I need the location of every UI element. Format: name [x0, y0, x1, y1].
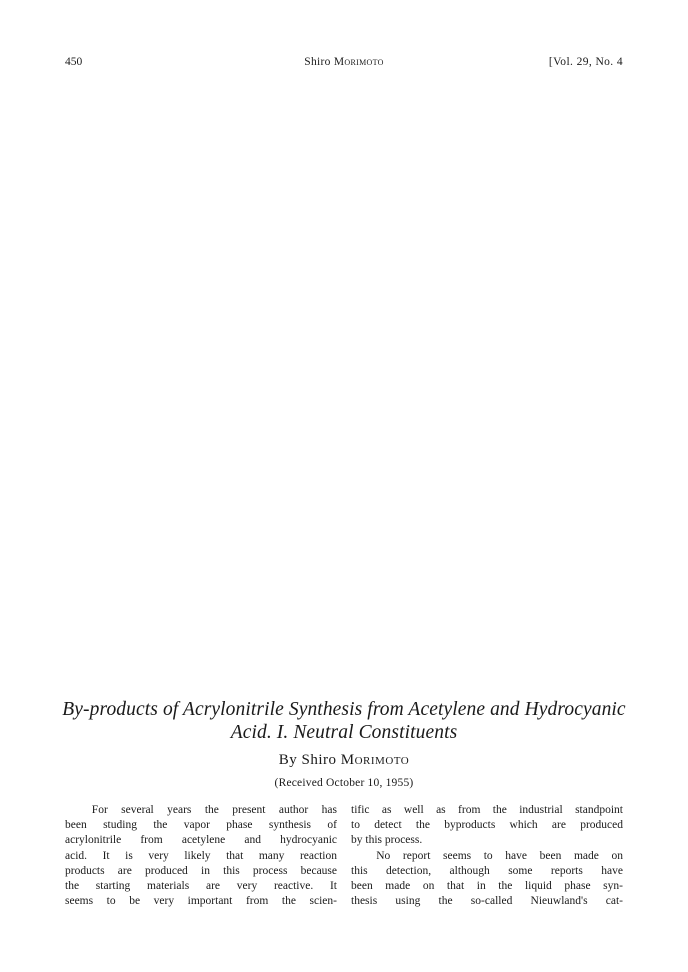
running-head-author-first: Shiro	[304, 56, 334, 68]
left-column	[65, 803, 337, 909]
title-line-2: Acid. I. Neutral Constituents	[230, 722, 458, 743]
body-line: tific as well as from the industrial standpoint	[351, 804, 623, 816]
body-line: to detect the byproducts which are produced	[351, 819, 623, 832]
body-line: seems to be very important from the scien-	[65, 895, 337, 908]
right-column	[351, 803, 623, 909]
body-line: been made on that in the liquid phase syn-	[351, 879, 623, 892]
body-line: acid. It is very likely that many reaction	[65, 849, 337, 862]
byline-author-name: Morimoto	[340, 752, 410, 768]
body-line: been studing the vapor phase synthesis of	[65, 819, 337, 832]
body-line: No report seems to have been made on	[351, 849, 623, 862]
body-line: For several years the present author has	[65, 804, 337, 816]
volume-info: [Vol. 29, No. 4	[548, 56, 623, 68]
title-line-1: By-products of Acrylonitrile Synthesis from Acetylene and Hydrocyanic	[62, 699, 626, 720]
body-line: this detection, although some reports have	[351, 864, 623, 877]
body-line: the starting materials are very reactive. It	[65, 879, 337, 892]
running-head-author-last: Morimoto	[333, 56, 384, 68]
page-number: 450	[65, 56, 83, 68]
body-line: thesis using the so-called Nieuwland's cat-	[351, 895, 623, 908]
byline-prefix: By Shiro	[278, 752, 341, 768]
byline	[0, 752, 688, 769]
body-line: by this process.	[351, 834, 423, 847]
body-line: acrylonitrile from acetylene and hydrocyanic	[65, 834, 337, 847]
received-date: (Received October 10, 1955)	[274, 777, 414, 789]
article-title	[0, 698, 688, 744]
body-line: products are produced in this process because	[65, 864, 337, 877]
page-header	[0, 56, 688, 72]
